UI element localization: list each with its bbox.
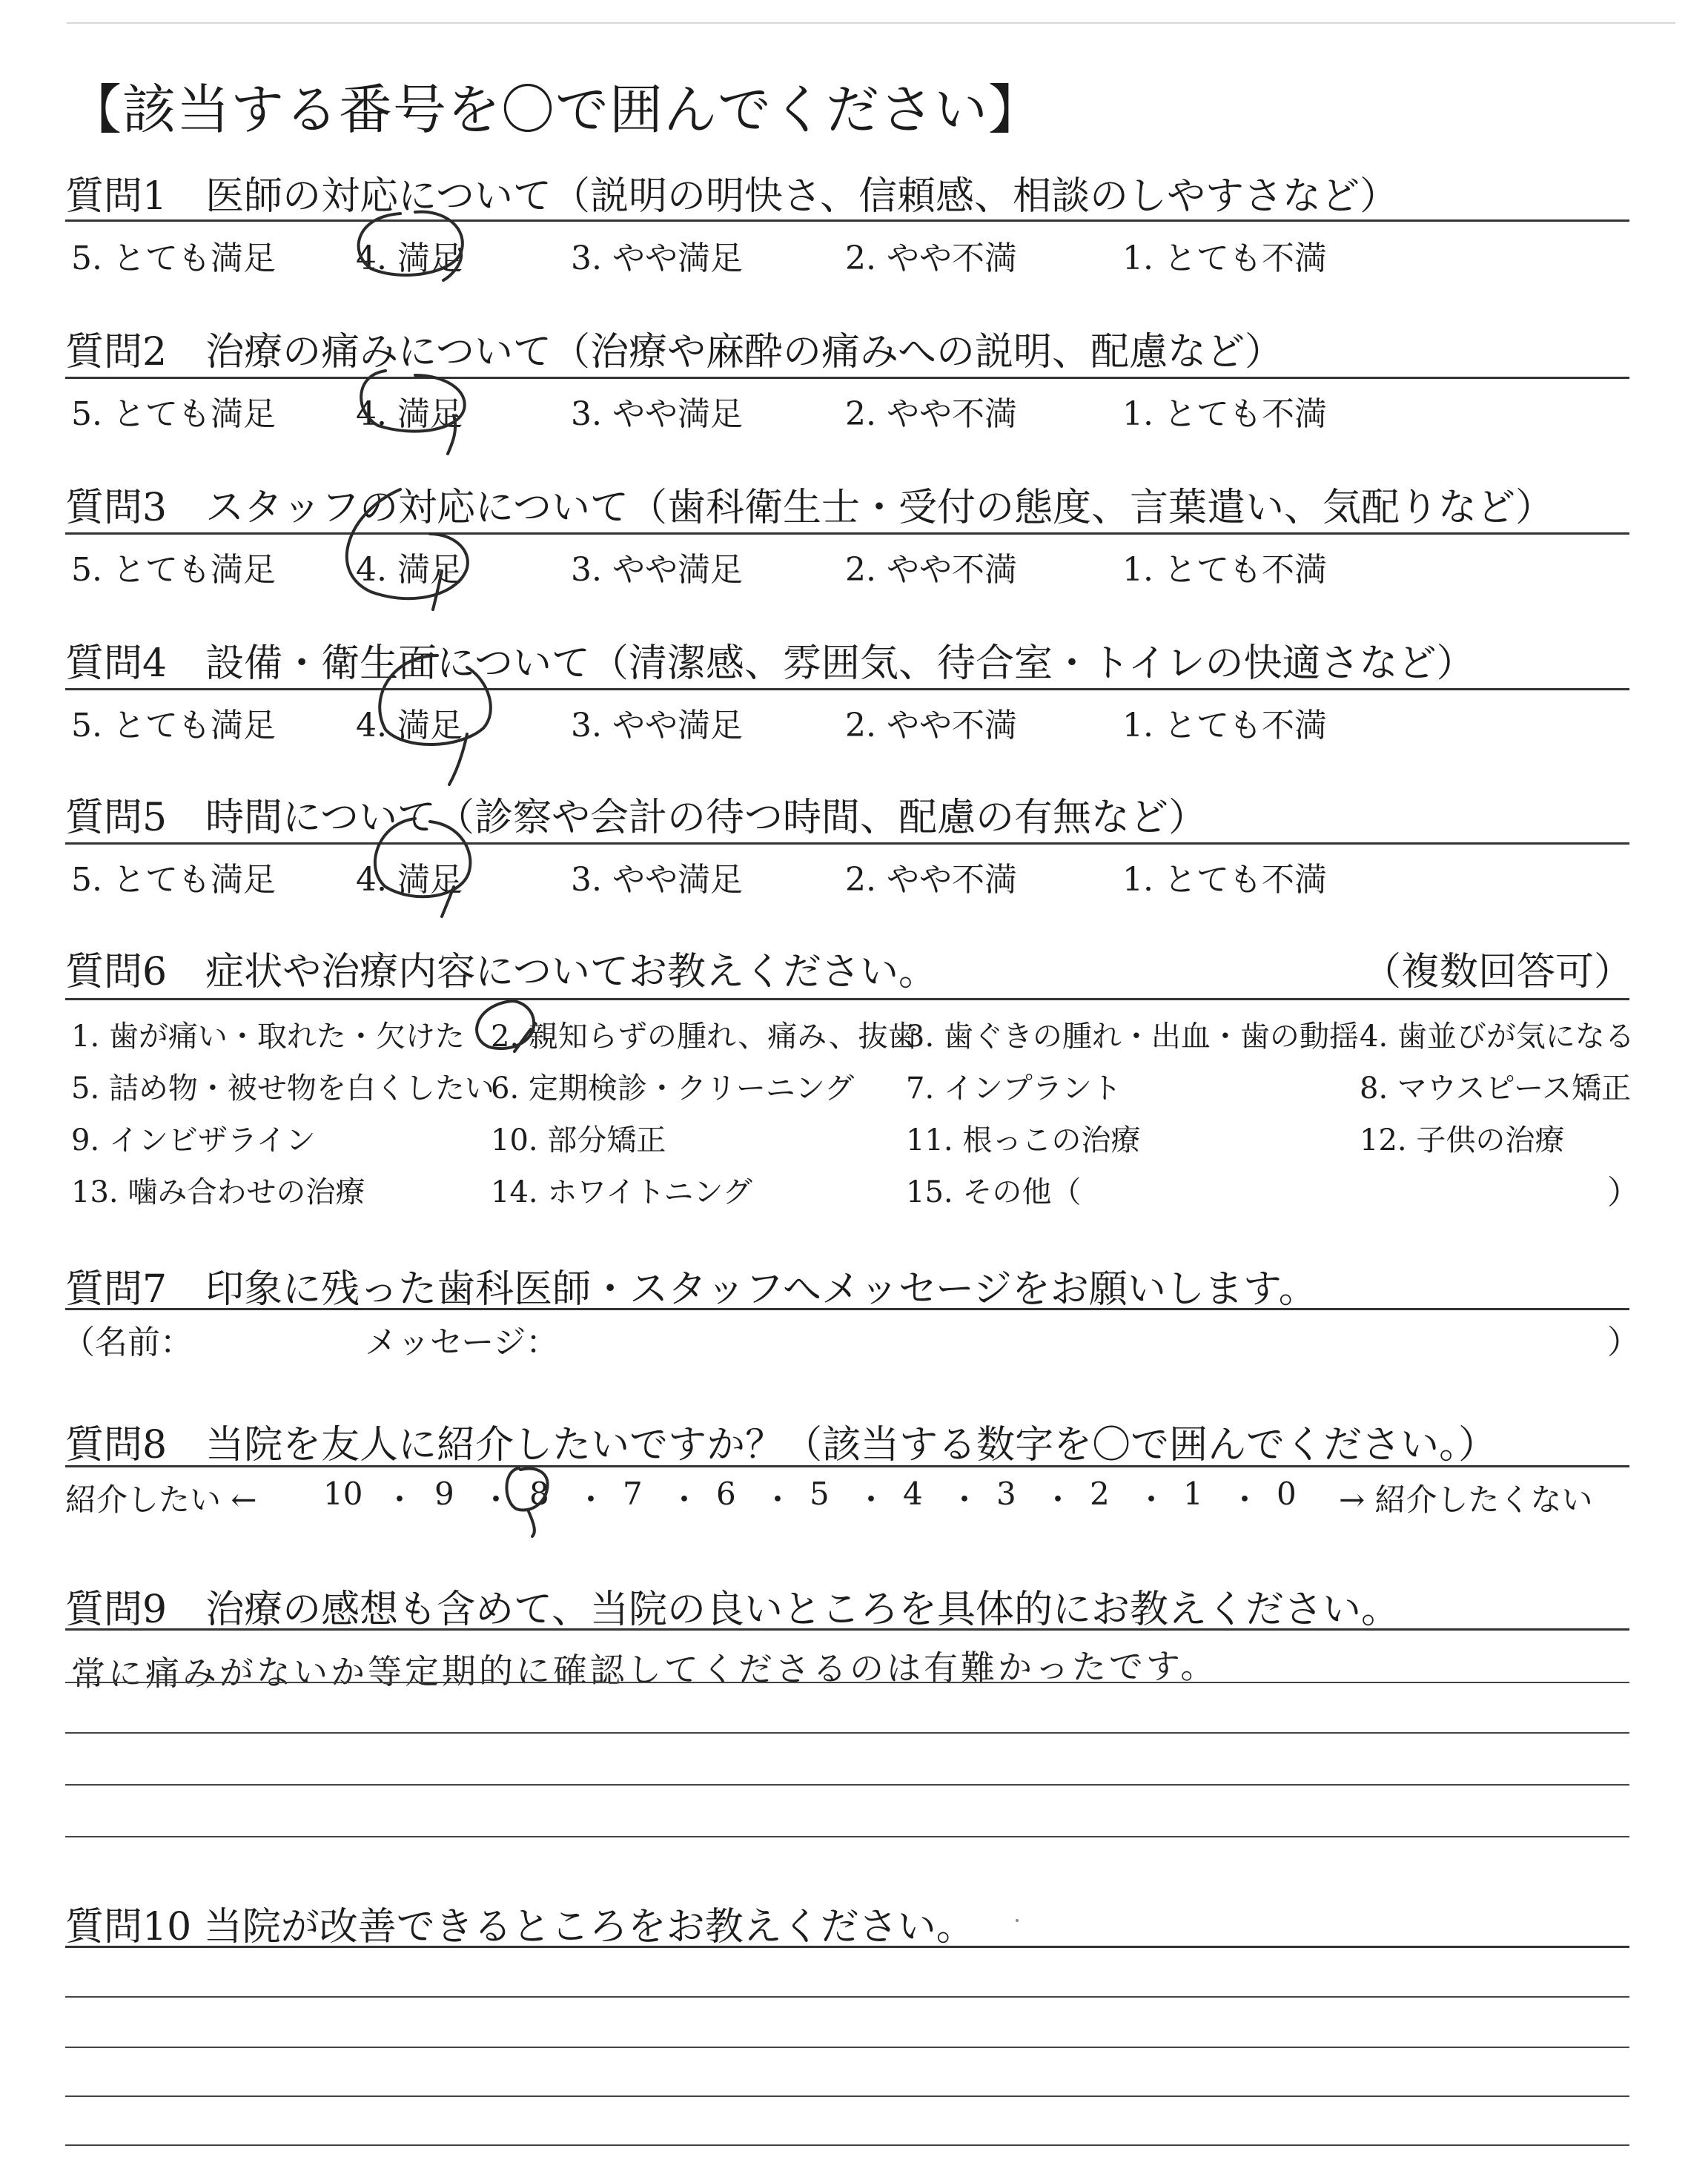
question-5-rule [65,842,1629,845]
symptom-option-7[interactable]: 7. インプラント [906,1071,1122,1106]
question-10-rule [65,1946,1629,1948]
question-1-title: 質問1 医師の対応について（説明の明快さ、信頼感、相談のしやすさなど） [65,174,1398,219]
symptom-option-5[interactable]: 5. 詰め物・被せ物を白くしたい [71,1071,494,1106]
recommend-left-label: 紹介したい ← [65,1482,257,1518]
option-somewhat-dissatisfied[interactable]: 2. やや不満 [845,551,1017,589]
message-label[interactable]: メッセージ： [365,1324,559,1361]
symptom-option-3[interactable]: 3. 歯ぐきの腫れ・出血・歯の動揺 [906,1020,1359,1054]
option-somewhat-dissatisfied[interactable]: 2. やや不満 [845,707,1017,744]
answer-line [65,1836,1629,1837]
symptom-option-15[interactable]: 15. その他（ [906,1175,1082,1209]
question-1-rule [65,219,1629,222]
symptom-option-10[interactable]: 10. 部分矯正 [491,1123,666,1157]
answer-line [65,1732,1629,1734]
question-10-title: 質問10 当院が改善できるところをお教えください。 [65,1905,975,1949]
option-somewhat-satisfied[interactable]: 3. やや満足 [571,861,743,899]
score-4[interactable]: 4 [903,1476,923,1512]
option-very-satisfied[interactable]: 5. とても満足 [71,395,276,433]
score-separator: ・ [669,1482,701,1518]
score-separator: ・ [1042,1482,1074,1518]
question-3-rule [65,532,1629,535]
score-10[interactable]: 10 [323,1476,363,1512]
option-somewhat-satisfied[interactable]: 3. やや満足 [571,551,743,589]
question-9-title: 質問9 治療の感想も含めて、当院の良いところを具体的にお教えください。 [65,1588,1400,1632]
option-somewhat-dissatisfied[interactable]: 2. やや不満 [845,240,1017,277]
option-very-dissatisfied[interactable]: 1. とても不満 [1122,551,1327,589]
option-very-satisfied[interactable]: 5. とても満足 [71,707,276,744]
option-satisfied[interactable]: 4. 満足 [356,551,463,589]
score-3[interactable]: 3 [996,1476,1016,1512]
score-separator: ・ [1136,1482,1168,1518]
option-satisfied[interactable]: 4. 満足 [356,240,463,277]
option-very-dissatisfied[interactable]: 1. とても不満 [1122,707,1327,744]
score-5[interactable]: 5 [810,1476,830,1512]
message-close-paren: ） [1607,1324,1640,1361]
score-separator: ・ [1229,1482,1261,1518]
option-somewhat-satisfied[interactable]: 3. やや満足 [571,395,743,433]
question-2-rule [65,377,1629,379]
question-7-title: 質問7 印象に残った歯科医師・スタッフへメッセージをお願いします。 [65,1267,1317,1312]
answer-line [65,1682,1629,1683]
symptom-option-6[interactable]: 6. 定期検診・クリーニング [491,1071,855,1106]
symptom-option-13[interactable]: 13. 噛み合わせの治療 [71,1175,365,1209]
symptom-option-12[interactable]: 12. 子供の治療 [1360,1123,1565,1157]
score-separator: ・ [855,1482,887,1518]
symptom-option-8[interactable]: 8. マウスピース矯正 [1360,1071,1632,1106]
recommend-right-label: → 紹介したくない [1339,1482,1593,1518]
option-very-satisfied[interactable]: 5. とても満足 [71,240,276,277]
option-somewhat-satisfied[interactable]: 3. やや満足 [571,240,743,277]
score-1[interactable]: 1 [1183,1476,1203,1512]
answer-line [65,2095,1629,2097]
option-somewhat-dissatisfied[interactable]: 2. やや不満 [845,395,1017,433]
option-very-satisfied[interactable]: 5. とても満足 [71,551,276,589]
option-very-dissatisfied[interactable]: 1. とても不満 [1122,861,1327,899]
option-somewhat-dissatisfied[interactable]: 2. やや不満 [845,861,1017,899]
question-9-rule [65,1628,1629,1631]
name-label: （名前： [62,1324,193,1361]
top-border [67,22,1675,24]
recommendation-scale [65,1476,1629,1520]
score-separator: ・ [762,1482,794,1518]
symptom-option-4[interactable]: 4. 歯並びが気になる [1360,1020,1635,1054]
answer-line [65,2144,1629,2146]
symptom-option-9[interactable]: 9. インビザライン [71,1123,316,1157]
score-separator: ・ [480,1482,512,1518]
symptom-option-14[interactable]: 14. ホワイトニング [491,1175,752,1209]
question-6-rule [65,998,1629,1000]
score-8[interactable]: 8 [529,1476,549,1512]
score-9[interactable]: 9 [434,1476,454,1512]
question-5-title: 質問5 時間について（診察や会計の待つ時間、配慮の有無など） [65,796,1208,840]
option-very-dissatisfied[interactable]: 1. とても不満 [1122,395,1327,433]
score-separator: ・ [949,1482,981,1518]
symptom-option-11[interactable]: 11. 根っこの治療 [906,1123,1141,1157]
question-3-title: 質問3 スタッフの対応について（歯科衛生士・受付の態度、言葉遣い、気配りなど） [65,486,1555,530]
option-somewhat-satisfied[interactable]: 3. やや満足 [571,707,743,744]
answer-line [65,2047,1629,2048]
handwritten-answer[interactable]: 常に痛みがないか等定期的に確認してくださるのは有難かったです。 [70,1645,1218,1694]
answer-line [65,1996,1629,1998]
scan-dust-dot [1016,1919,1019,1922]
option-satisfied[interactable]: 4. 満足 [356,395,463,433]
score-7[interactable]: 7 [623,1476,643,1512]
score-6[interactable]: 6 [716,1476,736,1512]
option-very-dissatisfied[interactable]: 1. とても不満 [1122,240,1327,277]
question-8-rule [65,1465,1629,1467]
score-separator: ・ [575,1482,607,1518]
score-2[interactable]: 2 [1090,1476,1110,1512]
multiple-answers-note: （複数回答可） [1363,950,1633,994]
score-0[interactable]: 0 [1277,1476,1297,1512]
question-6-title: 質問6 症状や治療内容についてお教えください。 [65,950,938,994]
question-2-title: 質問2 治療の痛みについて（治療や麻酔の痛みへの説明、配慮など） [65,330,1284,374]
option-satisfied[interactable]: 4. 満足 [356,861,463,899]
page-title: 【該当する番号を〇で囲んでください】 [68,79,1043,141]
question-7-rule [65,1308,1629,1310]
score-separator: ・ [384,1482,416,1518]
question-4-title: 質問4 設備・衛生面について（清潔感、雰囲気、待合室・トイレの快適さなど） [65,641,1475,686]
symptom-option-1[interactable]: 1. 歯が痛い・取れた・欠けた [71,1020,465,1054]
option-satisfied[interactable]: 4. 満足 [356,707,463,744]
question-8-title: 質問8 当院を友人に紹介したいですか？（該当する数字を〇で囲んでください。） [65,1423,1497,1467]
other-close-paren: ） [1607,1174,1640,1212]
symptom-option-2[interactable]: 2. 親知らずの腫れ、痛み、抜歯 [491,1020,918,1054]
option-very-satisfied[interactable]: 5. とても満足 [71,861,276,899]
question-4-rule [65,688,1629,690]
answer-line [65,1784,1629,1786]
